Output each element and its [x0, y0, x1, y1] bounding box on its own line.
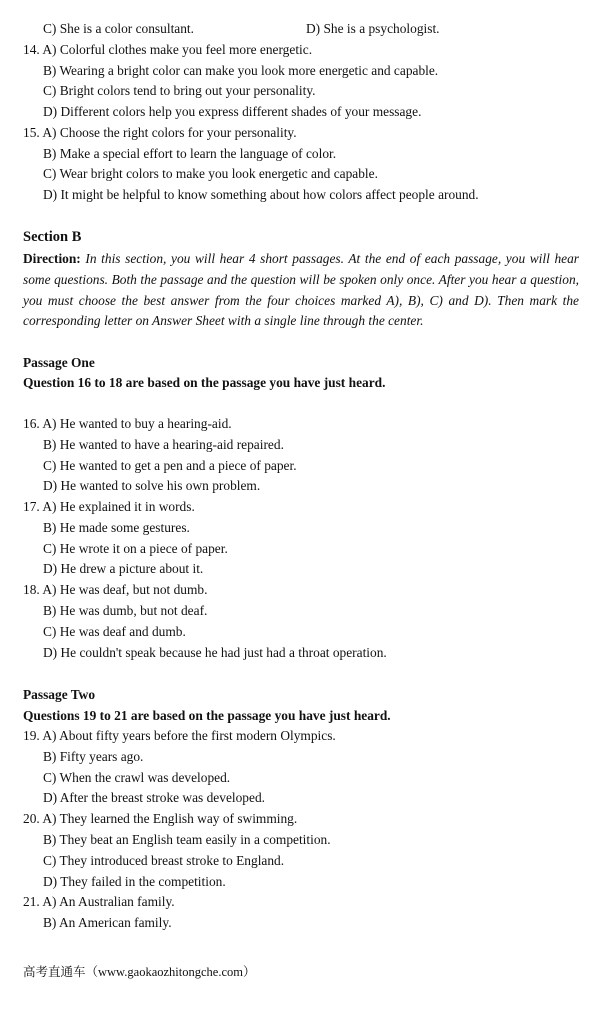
- passage-two-instruction: Questions 19 to 21 are based on the passage you have just heard.: [23, 708, 391, 723]
- q15-option-b: B) Make a special effort to learn the language of color.: [43, 146, 337, 161]
- q14-option-c: C) Bright colors tend to bring out your personality.: [43, 83, 316, 98]
- q18-option-c: C) He was deaf and dumb.: [43, 624, 186, 639]
- q20-option-d: D) They failed in the competition.: [43, 874, 226, 889]
- q19-option-d: D) After the breast stroke was developed.: [43, 790, 265, 805]
- passage-two-title: Passage Two: [23, 687, 96, 702]
- passage-one-title: Passage One: [23, 355, 95, 370]
- section-b-title: Section B: [23, 229, 82, 245]
- q17-option-d: D) He drew a picture about it.: [43, 561, 204, 576]
- direction-text: In this section, you will hear 4 short passages. At the end of each passage, you will hear some questions. Both the passage and the question will be spoken only once. After you hear a question, you must choose the best answer from the four choices marked A), B), C) and D). Then mark the corresponding letter on Answer Sheet with a single line through the center.: [23, 251, 579, 329]
- direction-label: Direction:: [23, 251, 81, 266]
- q15-option-c: C) Wear bright colors to make you look energetic and capable.: [43, 166, 378, 181]
- q17-option-c: C) He wrote it on a piece of paper.: [43, 541, 228, 556]
- q19-option-a: 19. A) About fifty years before the first modern Olympics.: [23, 728, 336, 743]
- q16-option-c: C) He wanted to get a pen and a piece of paper.: [43, 458, 297, 473]
- q17-option-b: B) He made some gestures.: [43, 520, 190, 535]
- q17-option-a: 17. A) He explained it in words.: [23, 499, 195, 514]
- q21-option-a: 21. A) An Australian family.: [23, 894, 175, 909]
- q14-option-a: 14. A) Colorful clothes make you feel more energetic.: [23, 42, 313, 57]
- q16-option-a: 16. A) He wanted to buy a hearing-aid.: [23, 416, 232, 431]
- footer-source: 高考直通车（www.gaokaozhitongche.com）: [23, 965, 256, 979]
- q21-option-b: B) An American family.: [43, 915, 172, 930]
- q14-option-b: B) Wearing a bright color can make you look more energetic and capable.: [43, 63, 439, 78]
- q19-option-c: C) When the crawl was developed.: [43, 770, 231, 785]
- q20-option-b: B) They beat an English team easily in a competition.: [43, 832, 331, 847]
- q13-option-d: D) She is a psychologist.: [306, 21, 440, 36]
- q20-option-c: C) They introduced breast stroke to England.: [43, 853, 285, 868]
- q20-option-a: 20. A) They learned the English way of swimming.: [23, 811, 298, 826]
- q18-option-b: B) He was dumb, but not deaf.: [43, 603, 208, 618]
- q15-option-a: 15. A) Choose the right colors for your personality.: [23, 125, 297, 140]
- q16-option-b: B) He wanted to have a hearing-aid repaired.: [43, 437, 284, 452]
- q18-option-a: 18. A) He was deaf, but not dumb.: [23, 582, 208, 597]
- q13-option-c: C) She is a color consultant.: [43, 21, 194, 36]
- passage-one-instruction: Question 16 to 18 are based on the passage you have just heard.: [23, 375, 386, 390]
- q15-option-d: D) It might be helpful to know something about how colors affect people around.: [43, 187, 479, 202]
- section-b-direction: [23, 249, 579, 332]
- q19-option-b: B) Fifty years ago.: [43, 749, 144, 764]
- q14-option-d: D) Different colors help you express different shades of your message.: [43, 104, 422, 119]
- q18-option-d: D) He couldn't speak because he had just had a throat operation.: [43, 645, 387, 660]
- q16-option-d: D) He wanted to solve his own problem.: [43, 478, 261, 493]
